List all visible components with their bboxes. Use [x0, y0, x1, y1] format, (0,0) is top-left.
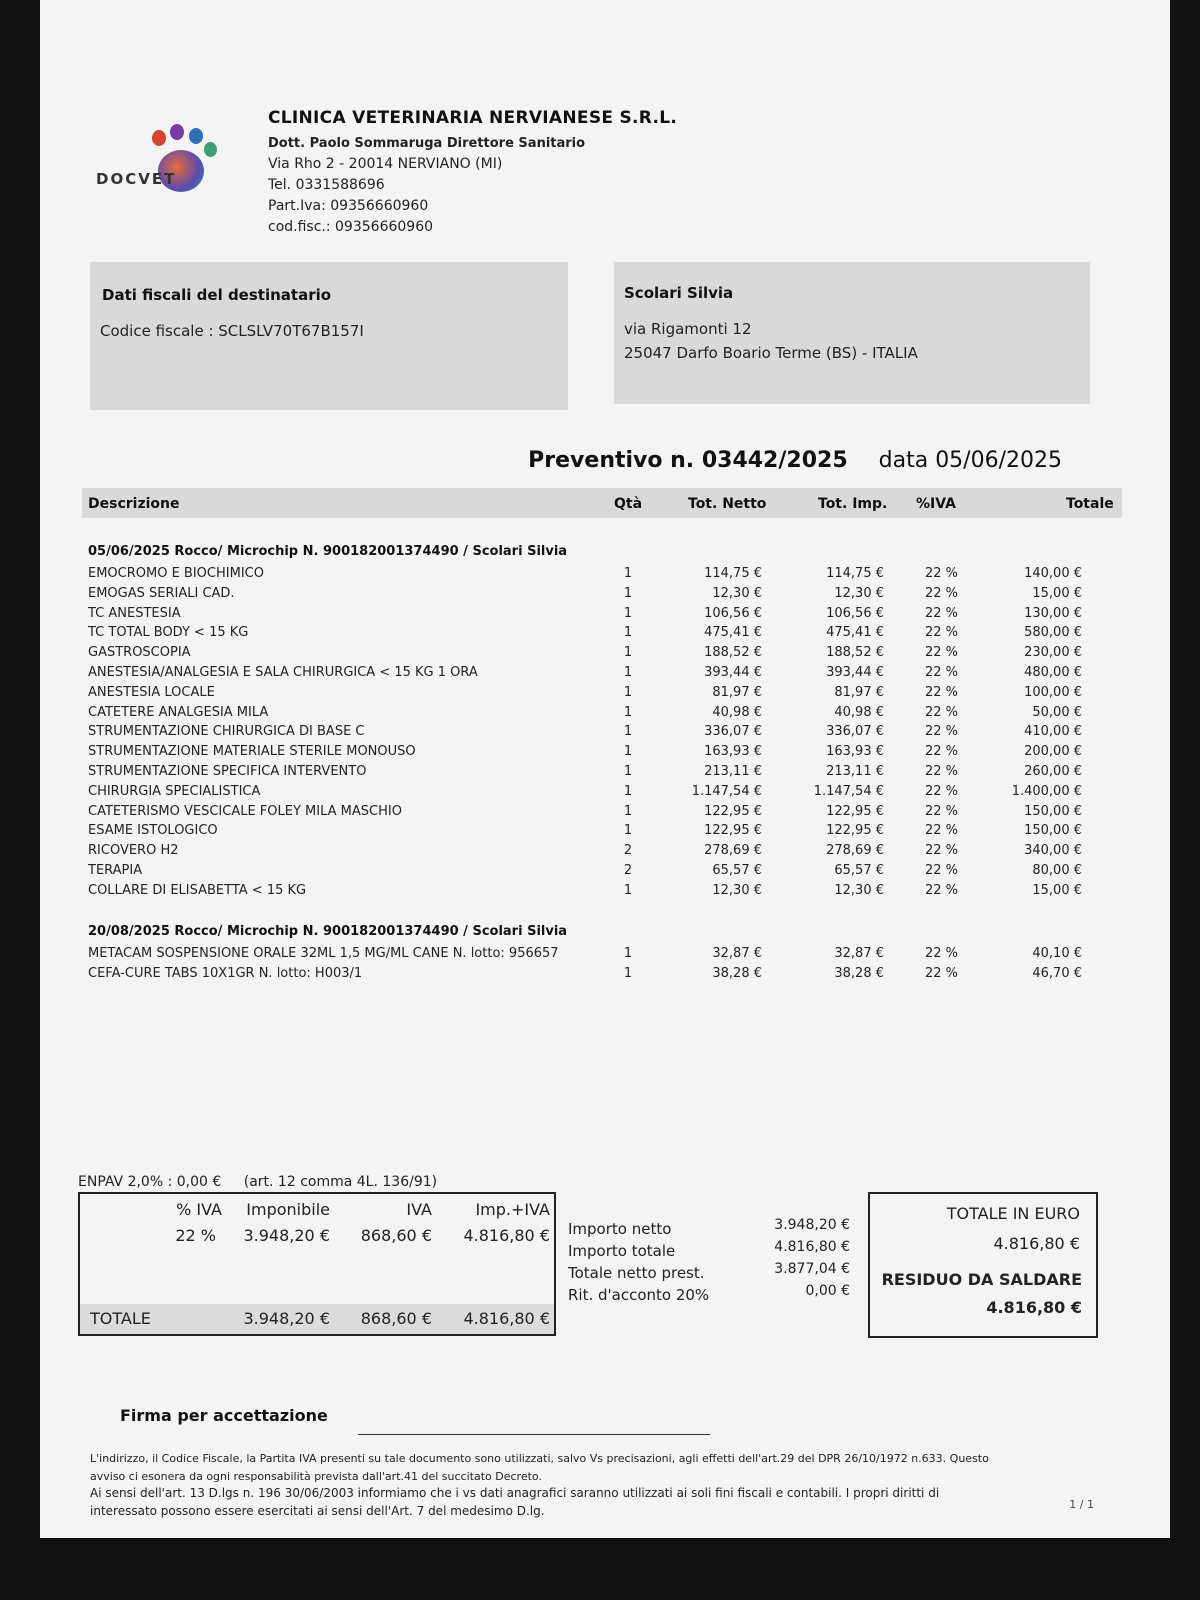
cell-imp: 106,56 €: [826, 606, 884, 621]
cell-desc: CEFA-CURE TABS 10X1GR N. lotto: H003/1: [88, 966, 363, 981]
cell-tot: 480,00 €: [1024, 665, 1082, 680]
table-row: [40, 804, 1170, 824]
totals-box: [868, 1192, 1098, 1338]
page-number: 1 / 1: [1069, 1498, 1094, 1511]
cell-imp: 32,87 €: [834, 946, 884, 961]
cell-tot: 410,00 €: [1024, 724, 1082, 739]
cell-qty: 1: [623, 966, 633, 981]
vat-h-iva: IVA: [406, 1200, 432, 1219]
cell-desc: EMOCROMO E BIOCHIMICO: [88, 566, 264, 581]
cell-netto: 40,98 €: [712, 705, 762, 720]
cell-iva: 22 %: [924, 946, 958, 961]
table-row: [40, 843, 1170, 863]
table-row: [40, 645, 1170, 665]
cell-netto: 12,30 €: [712, 883, 762, 898]
clinic-logo: [96, 122, 226, 214]
recipient-fiscal-box: [90, 262, 568, 410]
table-row: [40, 784, 1170, 804]
cell-imp: 163,93 €: [826, 744, 884, 759]
cell-netto: 114,75 €: [704, 566, 762, 581]
recipient-street: via Rigamonti 12: [624, 320, 752, 338]
cell-imp: 81,97 €: [834, 685, 884, 700]
cell-iva: 22 %: [924, 744, 958, 759]
cell-imp: 40,98 €: [834, 705, 884, 720]
table-row: [40, 705, 1170, 725]
enpav-note: (art. 12 comma 4L. 136/91): [243, 1174, 438, 1190]
vat-iva: 868,60 €: [360, 1226, 432, 1245]
cell-netto: 38,28 €: [712, 966, 762, 981]
cell-iva: 22 %: [924, 764, 958, 779]
vat-h-base: Imponibile: [246, 1200, 330, 1219]
cell-tot: 340,00 €: [1024, 843, 1082, 858]
logo-text: DOCVET: [96, 170, 177, 188]
recipient-address-box: [614, 262, 1090, 404]
table-row: [40, 586, 1170, 606]
cell-qty: 1: [623, 586, 633, 601]
cell-imp: 65,57 €: [834, 863, 884, 878]
cell-imp: 188,52 €: [826, 645, 884, 660]
cell-netto: 1.147,54 €: [691, 784, 762, 799]
table-row: [40, 625, 1170, 645]
table-row: [40, 566, 1170, 586]
totale-euro-value: 4.816,80 €: [993, 1234, 1080, 1253]
cell-iva: 22 %: [924, 784, 958, 799]
cell-iva: 22 %: [924, 685, 958, 700]
cell-tot: 50,00 €: [1032, 705, 1082, 720]
table-row: [40, 863, 1170, 883]
cell-imp: 278,69 €: [826, 843, 884, 858]
cell-imp: 122,95 €: [826, 804, 884, 819]
cell-tot: 150,00 €: [1024, 823, 1082, 838]
vat-total: 4.816,80 €: [463, 1226, 550, 1245]
cell-tot: 1.400,00 €: [1011, 784, 1082, 799]
table-row: [40, 744, 1170, 764]
cell-qty: 2: [623, 863, 633, 878]
cell-netto: 65,57 €: [712, 863, 762, 878]
table-row: [40, 946, 1170, 966]
cell-netto: 122,95 €: [704, 804, 762, 819]
vat-rate: 22 %: [175, 1226, 216, 1245]
col-iva: %IVA: [916, 496, 956, 512]
enpav-label: ENPAV 2,0% : 0,00 €: [78, 1174, 222, 1190]
enpav-line: [78, 1174, 437, 1190]
cell-netto: 213,11 €: [704, 764, 762, 779]
cell-desc: TC ANESTESIA: [88, 606, 181, 621]
cell-qty: 1: [623, 946, 633, 961]
cell-desc: GASTROSCOPIA: [88, 645, 191, 660]
cell-qty: 1: [623, 744, 633, 759]
cell-desc: METACAM SOSPENSIONE ORALE 32ML 1,5 MG/ML CANE N. lotto: 956657: [88, 946, 559, 961]
cell-iva: 22 %: [924, 843, 958, 858]
section-title: 05/06/2025 Rocco/ Microchip N. 900182001374490 / Scolari Silvia: [88, 544, 568, 559]
cell-qty: 1: [623, 645, 633, 660]
footer-line-2: avviso ci esonera da ogni responsabilità prevista dall'art.41 del succitato Decreto.: [90, 1470, 542, 1483]
table-header: [82, 488, 1122, 518]
cell-imp: 114,75 €: [826, 566, 884, 581]
document-number: Preventivo n. 03442/2025: [528, 448, 848, 473]
amount-netto-label: Importo netto: [568, 1220, 672, 1238]
cell-desc: ESAME ISTOLOGICO: [88, 823, 218, 838]
footer-line-1: L'indirizzo, il Codice Fiscale, la Partita IVA presenti su tale documento sono utilizzati, salvo Vs precisazioni, agli effetti dell'art.29 del DPR 26/10/1972 n.633. Questo: [90, 1452, 989, 1465]
vat-total-total: 4.816,80 €: [463, 1309, 550, 1328]
cell-iva: 22 %: [924, 804, 958, 819]
clinic-name: CLINICA VETERINARIA NERVIANESE S.R.L.: [268, 108, 678, 128]
clinic-address: Via Rho 2 - 20014 NERVIANO (MI): [268, 156, 503, 172]
cell-qty: 1: [623, 625, 633, 640]
cell-imp: 12,30 €: [834, 586, 884, 601]
cell-qty: 1: [623, 764, 633, 779]
cell-desc: CATETERISMO VESCICALE FOLEY MILA MASCHIO: [88, 804, 402, 819]
table-row: [40, 665, 1170, 685]
cell-netto: 12,30 €: [712, 586, 762, 601]
vat-total-iva: 868,60 €: [360, 1309, 432, 1328]
cell-imp: 475,41 €: [826, 625, 884, 640]
recipient-city: 25047 Darfo Boario Terme (BS) - ITALIA: [624, 344, 918, 362]
cell-netto: 475,41 €: [704, 625, 762, 640]
residuo-value: 4.816,80 €: [986, 1298, 1082, 1317]
cell-tot: 100,00 €: [1024, 685, 1082, 700]
cell-netto: 106,56 €: [704, 606, 762, 621]
cell-iva: 22 %: [924, 863, 958, 878]
cell-tot: 140,00 €: [1024, 566, 1082, 581]
cell-desc: TERAPIA: [88, 863, 143, 878]
cell-tot: 15,00 €: [1032, 586, 1082, 601]
recipient-fiscal-title: Dati fiscali del destinatario: [102, 286, 332, 304]
cell-qty: 1: [623, 784, 633, 799]
cell-qty: 2: [623, 843, 633, 858]
cell-desc: EMOGAS SERIALI CAD.: [88, 586, 235, 601]
recipient-name: Scolari Silvia: [624, 284, 734, 302]
cell-imp: 1.147,54 €: [813, 784, 884, 799]
col-netto: Tot. Netto: [688, 496, 767, 512]
cell-imp: 122,95 €: [826, 823, 884, 838]
clinic-vat: Part.Iva: 09356660960: [268, 198, 429, 214]
col-imp: Tot. Imp.: [818, 496, 888, 512]
table-row: [40, 764, 1170, 784]
cell-tot: 40,10 €: [1032, 946, 1082, 961]
cell-netto: 188,52 €: [704, 645, 762, 660]
cell-desc: ANESTESIA/ANALGESIA E SALA CHIRURGICA < 15 KG 1 ORA: [88, 665, 478, 680]
cell-desc: COLLARE DI ELISABETTA < 15 KG: [88, 883, 307, 898]
cell-qty: 1: [623, 724, 633, 739]
cell-desc: TC TOTAL BODY < 15 KG: [88, 625, 249, 640]
cell-tot: 200,00 €: [1024, 744, 1082, 759]
document-page: [40, 0, 1170, 1538]
cell-tot: 15,00 €: [1032, 883, 1082, 898]
cell-iva: 22 %: [924, 665, 958, 680]
cell-netto: 336,07 €: [704, 724, 762, 739]
cell-iva: 22 %: [924, 966, 958, 981]
cell-tot: 46,70 €: [1032, 966, 1082, 981]
amount-prest: 3.877,04 €: [774, 1261, 850, 1277]
vat-total-label: TOTALE: [90, 1309, 151, 1328]
amount-netto: 3.948,20 €: [774, 1217, 850, 1233]
clinic-phone: Tel. 0331588696: [268, 177, 385, 193]
vat-h-rate: % IVA: [176, 1200, 222, 1219]
recipient-fiscal-code: Codice fiscale : SCLSLV70T67B157I: [100, 322, 364, 340]
cell-qty: 1: [623, 823, 633, 838]
cell-qty: 1: [623, 804, 633, 819]
cell-netto: 32,87 €: [712, 946, 762, 961]
vat-base: 3.948,20 €: [243, 1226, 330, 1245]
amount-totale: 4.816,80 €: [774, 1239, 850, 1255]
signature-label: Firma per accettazione: [120, 1406, 328, 1425]
vat-h-total: Imp.+IVA: [475, 1200, 550, 1219]
cell-iva: 22 %: [924, 724, 958, 739]
clinic-director: Dott. Paolo Sommaruga Direttore Sanitario: [268, 136, 586, 151]
footer-line-4: interessato possono essere esercitati ai sensi dell'Art. 7 del medesimo D.lg.: [90, 1504, 545, 1518]
amount-totale-label: Importo totale: [568, 1242, 676, 1260]
cell-iva: 22 %: [924, 823, 958, 838]
table-row: [40, 883, 1170, 903]
cell-iva: 22 %: [924, 705, 958, 720]
cell-netto: 393,44 €: [704, 665, 762, 680]
footer-line-3: Ai sensi dell'art. 13 D.lgs n. 196 30/06/2003 informiamo che i vs dati anagrafici saranno utilizzati ai soli fini fiscali e contabili. I propri diritti di: [90, 1486, 940, 1500]
table-row: [40, 606, 1170, 626]
table-row: [40, 823, 1170, 843]
cell-desc: CATETERE ANALGESIA MILA: [88, 705, 269, 720]
cell-tot: 150,00 €: [1024, 804, 1082, 819]
cell-tot: 580,00 €: [1024, 625, 1082, 640]
cell-netto: 122,95 €: [704, 823, 762, 838]
amount-acconto-label: Rit. d'acconto 20%: [568, 1286, 710, 1304]
cell-iva: 22 %: [924, 566, 958, 581]
cell-imp: 12,30 €: [834, 883, 884, 898]
cell-desc: ANESTESIA LOCALE: [88, 685, 215, 700]
table-row: [40, 724, 1170, 744]
amount-prest-label: Totale netto prest.: [568, 1264, 705, 1282]
table-row: [40, 966, 1170, 986]
signature-line: [358, 1434, 710, 1435]
document-title: [528, 448, 1062, 473]
cell-iva: 22 %: [924, 625, 958, 640]
vat-summary-box: [78, 1192, 556, 1336]
cell-qty: 1: [623, 705, 633, 720]
cell-qty: 1: [623, 566, 633, 581]
cell-tot: 80,00 €: [1032, 863, 1082, 878]
cell-iva: 22 %: [924, 645, 958, 660]
cell-netto: 81,97 €: [712, 685, 762, 700]
amount-acconto: 0,00 €: [805, 1283, 850, 1299]
clinic-fiscal-code: cod.fisc.: 09356660960: [268, 219, 434, 235]
cell-imp: 393,44 €: [826, 665, 884, 680]
cell-iva: 22 %: [924, 586, 958, 601]
cell-tot: 130,00 €: [1024, 606, 1082, 621]
cell-desc: CHIRURGIA SPECIALISTICA: [88, 784, 261, 799]
col-desc: Descrizione: [88, 496, 180, 512]
section-title: 20/08/2025 Rocco/ Microchip N. 900182001374490 / Scolari Silvia: [88, 924, 568, 939]
cell-tot: 260,00 €: [1024, 764, 1082, 779]
residuo-label: RESIDUO DA SALDARE: [881, 1270, 1082, 1289]
cell-iva: 22 %: [924, 883, 958, 898]
table-row: [40, 685, 1170, 705]
cell-imp: 38,28 €: [834, 966, 884, 981]
vat-total-row: [80, 1304, 554, 1334]
col-tot: Totale: [1066, 496, 1114, 512]
cell-qty: 1: [623, 685, 633, 700]
cell-imp: 336,07 €: [826, 724, 884, 739]
cell-netto: 278,69 €: [704, 843, 762, 858]
cell-desc: STRUMENTAZIONE SPECIFICA INTERVENTO: [88, 764, 367, 779]
cell-qty: 1: [623, 665, 633, 680]
col-qty: Qtà: [614, 496, 643, 512]
document-date: data 05/06/2025: [878, 448, 1062, 473]
totale-euro-label: TOTALE IN EURO: [946, 1204, 1080, 1223]
cell-qty: 1: [623, 883, 633, 898]
cell-desc: STRUMENTAZIONE MATERIALE STERILE MONOUSO: [88, 744, 416, 759]
cell-tot: 230,00 €: [1024, 645, 1082, 660]
cell-iva: 22 %: [924, 606, 958, 621]
vat-total-base: 3.948,20 €: [243, 1309, 330, 1328]
cell-imp: 213,11 €: [826, 764, 884, 779]
cell-desc: STRUMENTAZIONE CHIRURGICA DI BASE C: [88, 724, 365, 739]
cell-qty: 1: [623, 606, 633, 621]
cell-desc: RICOVERO H2: [88, 843, 179, 858]
cell-netto: 163,93 €: [704, 744, 762, 759]
